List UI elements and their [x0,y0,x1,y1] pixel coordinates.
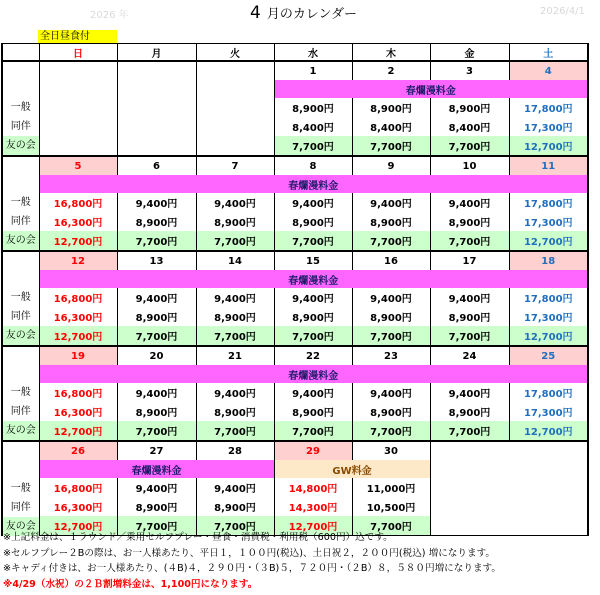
blank-banner-cell [39,80,117,98]
price-friends: 7,700円 [352,516,430,536]
price-friends: 12,700円 [39,231,117,251]
weekday-sat: 土 [509,44,588,62]
title-suffix: 月のカレンダー [266,7,357,22]
price-general: 11,000円 [352,478,430,497]
spring-rate-banner: 春爛漫料金 [39,175,588,193]
price-companion: 8,900円 [430,212,509,231]
week-friends-row [2,231,588,251]
price-general: 9,400円 [352,193,430,212]
price-general: 9,400円 [117,383,196,402]
price-companion: 8,900円 [196,307,274,326]
price-companion: 8,900円 [430,307,509,326]
label-friends: 友の会 [3,421,39,440]
price-friends: 7,700円 [117,326,196,346]
label-general: 一般 [10,387,31,398]
note-holiday-surcharge: ※4/29（水祝）の２Ｂ割増料金は、1,100円になります。 [3,578,258,590]
label-general: 一般 [10,102,31,113]
lunch-included-badge: 全日昼食付 [38,30,117,44]
corner-cell [2,44,39,62]
footnotes [3,530,501,592]
week-banner-row [2,270,588,288]
week-general-row [2,98,588,117]
price-friends: 12,700円 [509,231,588,251]
week-day-row [2,61,588,80]
price-general: 9,400円 [117,478,196,497]
label-general: 一般 [10,292,31,303]
price-companion [117,117,196,136]
row-labels [3,98,39,155]
week-general-row [2,383,588,402]
day-number-9: 9 [352,156,430,175]
price-general: 17,800円 [509,193,588,212]
price-friends: 12,700円 [509,421,588,441]
price-general: 16,800円 [39,193,117,212]
day-number-20: 20 [117,346,196,365]
week-label-cell [2,441,39,536]
price-friends: 7,700円 [196,516,274,536]
day-number-5: 5 [39,156,117,175]
week-day-row [2,251,588,270]
price-general: 8,900円 [352,98,430,117]
day-number-15: 15 [274,251,352,270]
day-number-22: 22 [274,346,352,365]
price-general: 9,400円 [274,193,352,212]
day-number-17: 17 [430,251,509,270]
blank-banner-cell [117,80,196,98]
price-friends: 7,700円 [196,326,274,346]
empty-cell [430,441,588,536]
price-friends: 12,700円 [274,516,352,536]
price-companion: 16,300円 [39,307,117,326]
price-general: 8,900円 [274,98,352,117]
price-friends: 7,700円 [196,421,274,441]
day-number-21: 21 [196,346,274,365]
price-friends: 7,700円 [352,231,430,251]
weekday-tue: 火 [196,44,274,62]
price-companion: 8,900円 [352,402,430,421]
label-companion: 同伴 [10,311,31,322]
week-general-row [2,288,588,307]
price-friends [196,136,274,156]
label-general: 一般 [10,482,31,494]
price-companion: 8,900円 [117,212,196,231]
price-friends: 7,700円 [117,421,196,441]
note-price-includes: ※上記料金は、１ラウンド／乗用セルフプレー・昼食・消費税・利用税（600円）込です。 [3,532,393,543]
day-number-8: 8 [274,156,352,175]
week-friends-row [2,136,588,156]
price-friends: 12,700円 [509,326,588,346]
day-number-13: 13 [117,251,196,270]
day-number-6: 6 [117,156,196,175]
day-number-blank [39,61,117,80]
issue-date: 2026/4/1 [540,6,585,17]
day-number-3: 3 [430,61,509,80]
price-friends: 7,700円 [274,231,352,251]
label-friends: 友の会 [3,136,39,155]
price-friends: 7,700円 [430,231,509,251]
price-general [117,98,196,117]
label-companion: 同伴 [10,406,31,417]
price-friends: 7,700円 [430,136,509,156]
price-friends: 7,700円 [117,516,196,536]
price-friends [39,136,117,156]
weekday-thu: 木 [352,44,430,62]
price-companion: 14,300円 [274,497,352,516]
price-general: 9,400円 [117,288,196,307]
price-companion: 17,300円 [509,212,588,231]
price-friends: 12,700円 [39,421,117,441]
week-companion-row [2,307,588,326]
week-banner-row [2,175,588,193]
calendar-table [1,43,589,536]
week-label-cell [2,156,39,251]
day-number-25: 25 [509,346,588,365]
day-number-12: 12 [39,251,117,270]
price-general: 14,800円 [274,478,352,497]
price-general: 9,400円 [352,288,430,307]
price-general: 8,900円 [430,98,509,117]
price-general [196,98,274,117]
spring-rate-banner: 春爛漫料金 [274,80,588,98]
weekday-header-row [2,44,588,62]
price-friends: 12,700円 [509,136,588,156]
price-friends: 7,700円 [430,326,509,346]
price-general: 9,400円 [196,193,274,212]
row-labels [3,479,39,536]
blank-banner-cell [196,80,274,98]
day-number-19: 19 [39,346,117,365]
day-number-7: 7 [196,156,274,175]
price-companion: 8,400円 [274,117,352,136]
week-label-cell [2,346,39,441]
week-companion-row [2,402,588,421]
price-friends: 7,700円 [352,326,430,346]
row-labels [3,383,39,440]
day-number-blank [196,61,274,80]
price-friends: 7,700円 [274,326,352,346]
week-day-row [2,346,588,365]
weekday-mon: 月 [117,44,196,62]
day-number-blank [117,61,196,80]
weekday-fri: 金 [430,44,509,62]
price-general: 9,400円 [117,193,196,212]
note-self-play-2b: ※セルフプレー２Bの際は、お一人様あたり、平日１，１００円(税込)、土日祝２，２００円(税込) 増になります。 [3,547,495,559]
price-companion: 8,900円 [430,402,509,421]
price-general: 9,400円 [430,288,509,307]
weekday-wed: 水 [274,44,352,62]
month-number: 4 [250,3,261,23]
price-companion: 8,900円 [117,402,196,421]
price-companion: 10,500円 [352,497,430,516]
price-friends [117,136,196,156]
day-number-1: 1 [274,61,352,80]
price-companion: 8,900円 [117,497,196,516]
price-friends: 7,700円 [196,231,274,251]
weekday-sun: 日 [39,44,117,62]
price-general: 9,400円 [196,478,274,497]
label-friends: 友の会 [3,517,39,536]
day-number-2: 2 [352,61,430,80]
price-companion [39,117,117,136]
day-number-27: 27 [117,441,196,460]
price-general: 17,800円 [509,98,588,117]
price-companion: 8,900円 [274,307,352,326]
price-friends: 7,700円 [430,421,509,441]
price-companion: 17,300円 [509,307,588,326]
week-companion-row [2,117,588,136]
price-companion [196,117,274,136]
day-number-23: 23 [352,346,430,365]
price-general: 9,400円 [352,383,430,402]
day-number-11: 11 [509,156,588,175]
week-label-cell [2,251,39,346]
week-banner-row [2,365,588,383]
day-number-18: 18 [509,251,588,270]
price-general: 9,400円 [430,193,509,212]
price-friends: 7,700円 [352,421,430,441]
day-number-24: 24 [430,346,509,365]
label-companion: 同伴 [10,501,31,513]
price-general: 17,800円 [509,288,588,307]
price-companion: 8,900円 [352,307,430,326]
price-friends: 7,700円 [274,421,352,441]
day-number-4: 4 [509,61,588,80]
price-companion: 16,300円 [39,402,117,421]
week-day-row [2,156,588,175]
price-companion: 8,400円 [430,117,509,136]
price-general: 9,400円 [274,383,352,402]
day-number-10: 10 [430,156,509,175]
row-labels [3,288,39,345]
spring-rate-banner: 春爛漫料金 [39,270,588,288]
spring-rate-banner: 春爛漫料金 [39,460,274,478]
price-general: 17,800円 [509,383,588,402]
day-number-29: 29 [274,441,352,460]
price-general: 9,400円 [430,383,509,402]
day-number-16: 16 [352,251,430,270]
price-friends: 12,700円 [39,516,117,536]
gw-rate-banner: GW料金 [274,460,430,478]
row-labels [3,193,39,250]
week-companion-row [2,212,588,231]
price-general: 16,800円 [39,383,117,402]
week-day-row [2,441,588,460]
label-companion: 同伴 [10,216,31,227]
price-companion: 8,900円 [196,212,274,231]
price-friends: 12,700円 [39,326,117,346]
day-number-14: 14 [196,251,274,270]
price-friends: 7,700円 [117,231,196,251]
spring-rate-banner: 春爛漫料金 [39,365,588,383]
price-friends: 7,700円 [274,136,352,156]
page-title [250,3,357,23]
price-companion: 17,300円 [509,402,588,421]
label-friends: 友の会 [3,326,39,345]
year-label: 2026 年 [90,10,129,21]
price-companion: 16,300円 [39,212,117,231]
price-general [39,98,117,117]
price-companion: 16,300円 [39,497,117,516]
price-companion: 8,400円 [352,117,430,136]
price-general: 16,800円 [39,288,117,307]
label-companion: 同伴 [10,121,31,132]
price-companion: 8,900円 [274,402,352,421]
day-number-26: 26 [39,441,117,460]
price-companion: 8,900円 [196,402,274,421]
day-number-30: 30 [352,441,430,460]
price-companion: 17,300円 [509,117,588,136]
price-companion: 8,900円 [274,212,352,231]
week-label-cell [2,61,39,156]
price-general: 9,400円 [196,288,274,307]
week-friends-row [2,326,588,346]
price-companion: 8,900円 [196,497,274,516]
price-general: 9,400円 [274,288,352,307]
price-companion: 8,900円 [117,307,196,326]
price-general: 16,800円 [39,478,117,497]
week-banner-row [2,80,588,98]
day-number-28: 28 [196,441,274,460]
label-friends: 友の会 [3,231,39,250]
price-companion: 8,900円 [352,212,430,231]
week-general-row [2,193,588,212]
note-caddie: ※キャディ付きは、お一人様あたり、(４B)４，２９０円・（３B)５，７２０円・（２B）８，５８０円増になります。 [3,563,501,574]
week-friends-row [2,421,588,441]
price-general: 9,400円 [196,383,274,402]
price-friends: 7,700円 [352,136,430,156]
label-general: 一般 [10,197,31,208]
